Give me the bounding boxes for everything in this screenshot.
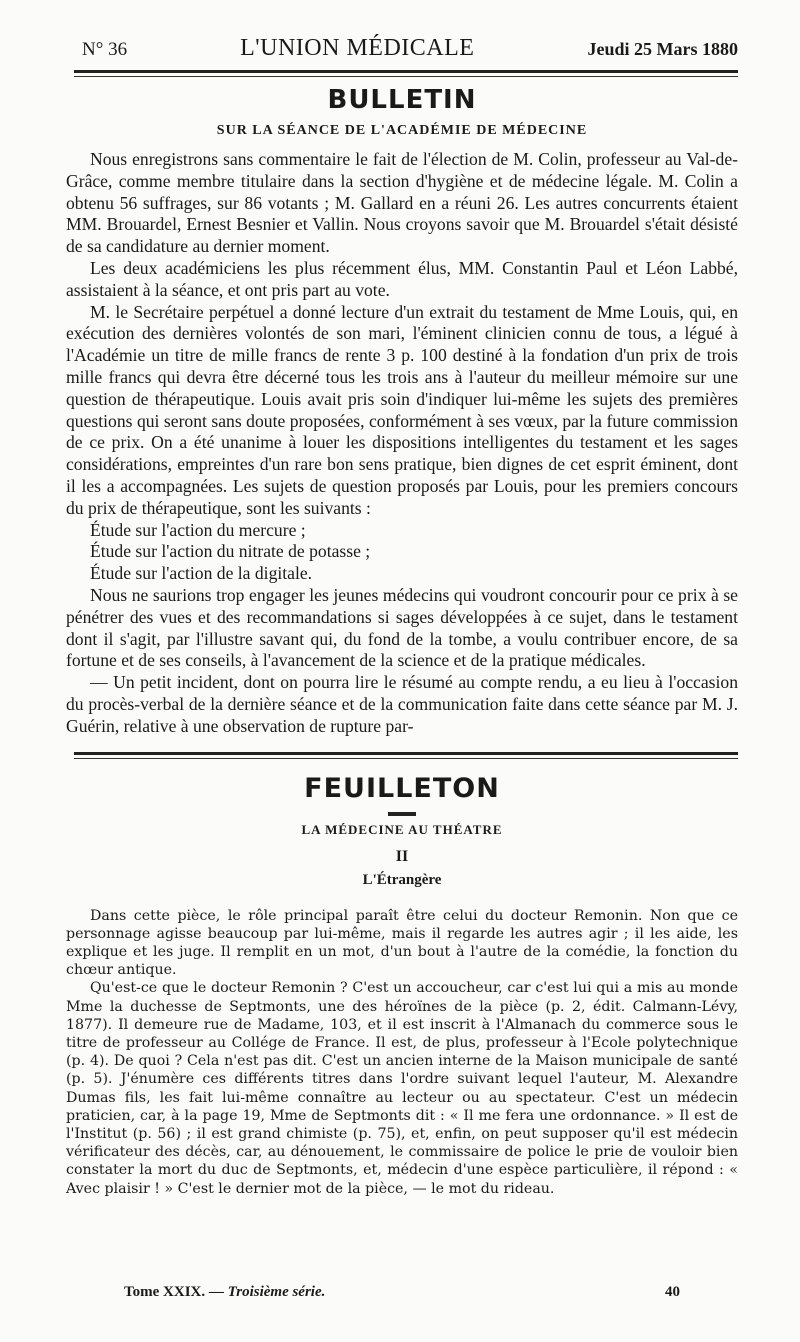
header-rule — [74, 70, 738, 73]
bulletin-paragraph: Nous enregistrons sans commentaire le fait de l'élection de M. Colin, professeur au Val-de-Grâce, comme membre titulaire dans la section d'hygiène et de médecine légale. M. Colin a obtenu 56 suffrages, sur 86 votants ; M. Gallard en a réuni 26. Les autres concurrents étaient MM. Brouardel, Ernest Besnier et Vallin. Nous croyons savoir que M. Brouardel s'était désisté de sa candidature au dernier moment. — [66, 149, 738, 257]
bulletin-body — [66, 149, 738, 738]
feuilleton-body — [66, 907, 738, 1198]
issue-number: N° 36 — [82, 39, 128, 60]
issue-date: Jeudi 25 Mars 1880 — [587, 39, 738, 59]
play-title: L'Étrangère — [362, 871, 442, 888]
footer-series: Troisième série. — [227, 1284, 326, 1300]
running-head — [82, 36, 738, 62]
section-divider — [74, 752, 738, 759]
page-footer — [124, 1284, 680, 1301]
page-number: 40 — [665, 1284, 680, 1300]
footer-tome: Tome XXIX. — — [124, 1284, 224, 1300]
part-number: II — [395, 847, 409, 865]
bulletin-paragraph: — Un petit incident, dont on pourra lire le résumé au compte rendu, a eu lieu à l'occasion du procès-verbal de la dernière séance et de la communication faite dans cette séance par M. J. Guérin, relative à une observation de rupture par- — [66, 672, 738, 736]
bulletin-paragraph: Nous ne saurions trop engager les jeunes médecins qui voudront concourir pour ce prix à se pénétrer des vues et des recommandations si sages développées à ce sujet, dans le testament dont il s'agit, par l'illustre savant qui, du fond de la tombe, a voulu contribuer encore, de sa fortune et de ses conseils, à l'avancement de la science et de la pratique médicales. — [66, 584, 738, 671]
feuilleton-paragraph: Qu'est-ce que le docteur Remonin ? C'est un accoucheur, car c'est lui qui a mis au monde Mme la duchesse de Septmonts, une des héroïnes de la pièce (p. 2, édit. Calmann-Lévy, 1877). Il demeure rue de Madame, 103, et il est inscrit à l'Almanach du commerce sous le titre de professeur au Collége de France. Il est, de plus, professeur à l'Ecole polytechnique (p. 4). De quoi ? Cela n'est pas dit. C'est un ancien interne de la Maison municipale de santé (p. 5). J'énumère ces différents titres dans l'ordre suivant lequel l'auteur, M. Alexandre Dumas fils, les fait lui-même connaître au lecteur ou au spectateur. C'est un médecin praticien, car, à la page 19, Mme de Septmonts dit : « Il me fera une ordonnance. » Il est de l'Institut (p. 56) ; il est grand chimiste (p. 75), et, enfin, on peut supposer qu'il est médecin vérificateur des décès, car, au dénouement, le commissaire de police le prie de vouloir bien constater la mort du duc de Septmonts, et, médecin d'une espèce particulière, il répond : « Avec plaisir ! » C'est le dernier mot de la pièce, — le mot du rideau. — [66, 980, 738, 1197]
feuilleton-title: FEUILLETON — [304, 772, 500, 804]
journal-title: L'UNION MÉDICALE — [240, 35, 475, 61]
bulletin-subtitle: SUR LA SÉANCE DE L'ACADÉMIE DE MÉDECINE — [216, 123, 588, 138]
bulletin-list-item: Étude sur l'action de la digitale. — [90, 563, 313, 584]
bulletin-paragraph: Les deux académiciens les plus récemment élus, MM. Constantin Paul et Léon Labbé, assistaient à la séance, et ont pris part au vote. — [66, 257, 738, 300]
footer-volume — [124, 1284, 325, 1301]
bulletin-list-item: Étude sur l'action du mercure ; — [90, 519, 306, 540]
title-dash — [388, 812, 416, 816]
header-rule-thin — [74, 76, 738, 77]
bulletin-list-item: Étude sur l'action du nitrate de potasse ; — [90, 541, 371, 562]
feuilleton-subtitle: LA MÉDECINE AU THÉATRE — [301, 821, 503, 837]
bulletin-title: BULLETIN — [327, 85, 477, 115]
bulletin-paragraph: M. le Secrétaire perpétuel a donné lecture d'un extrait du testament de Mme Louis, qui, en exécution des dernières volontés de son mari, l'éminent clinicien connu de tous, a légué à l'Académie un titre de mille francs de rente 3 p. 100 destiné à la fondation d'un prix de trois mille francs qui devra être décerné tous les trois ans à l'auteur du meilleur mémoire sur une question de thérapeutique. Louis avait pris soin d'indiquer lui-même les sujets des premières questions qui seront sans doute proposées, conformément à ses vœux, par la future commission de ce prix. On a été unanime à louer les dispositions intelligentes du testament et les sages considérations, empreintes d'un rare bon sens pratique, bien dignes de cet esprit éminent, dont il les a accompagnées. Les sujets de question proposés par Louis, pour les premiers concours du prix de thérapeutique, sont les suivants : — [66, 301, 738, 518]
feuilleton-paragraph: Dans cette pièce, le rôle principal paraît être celui du docteur Remonin. Non que ce personnage agisse beaucoup par lui-même, mais il regarde les autres agir ; il les aide, les explique et les juge. Il remplit en un mot, d'un bout à l'autre de la comédie, la fonction du chœur antique. — [66, 907, 738, 979]
